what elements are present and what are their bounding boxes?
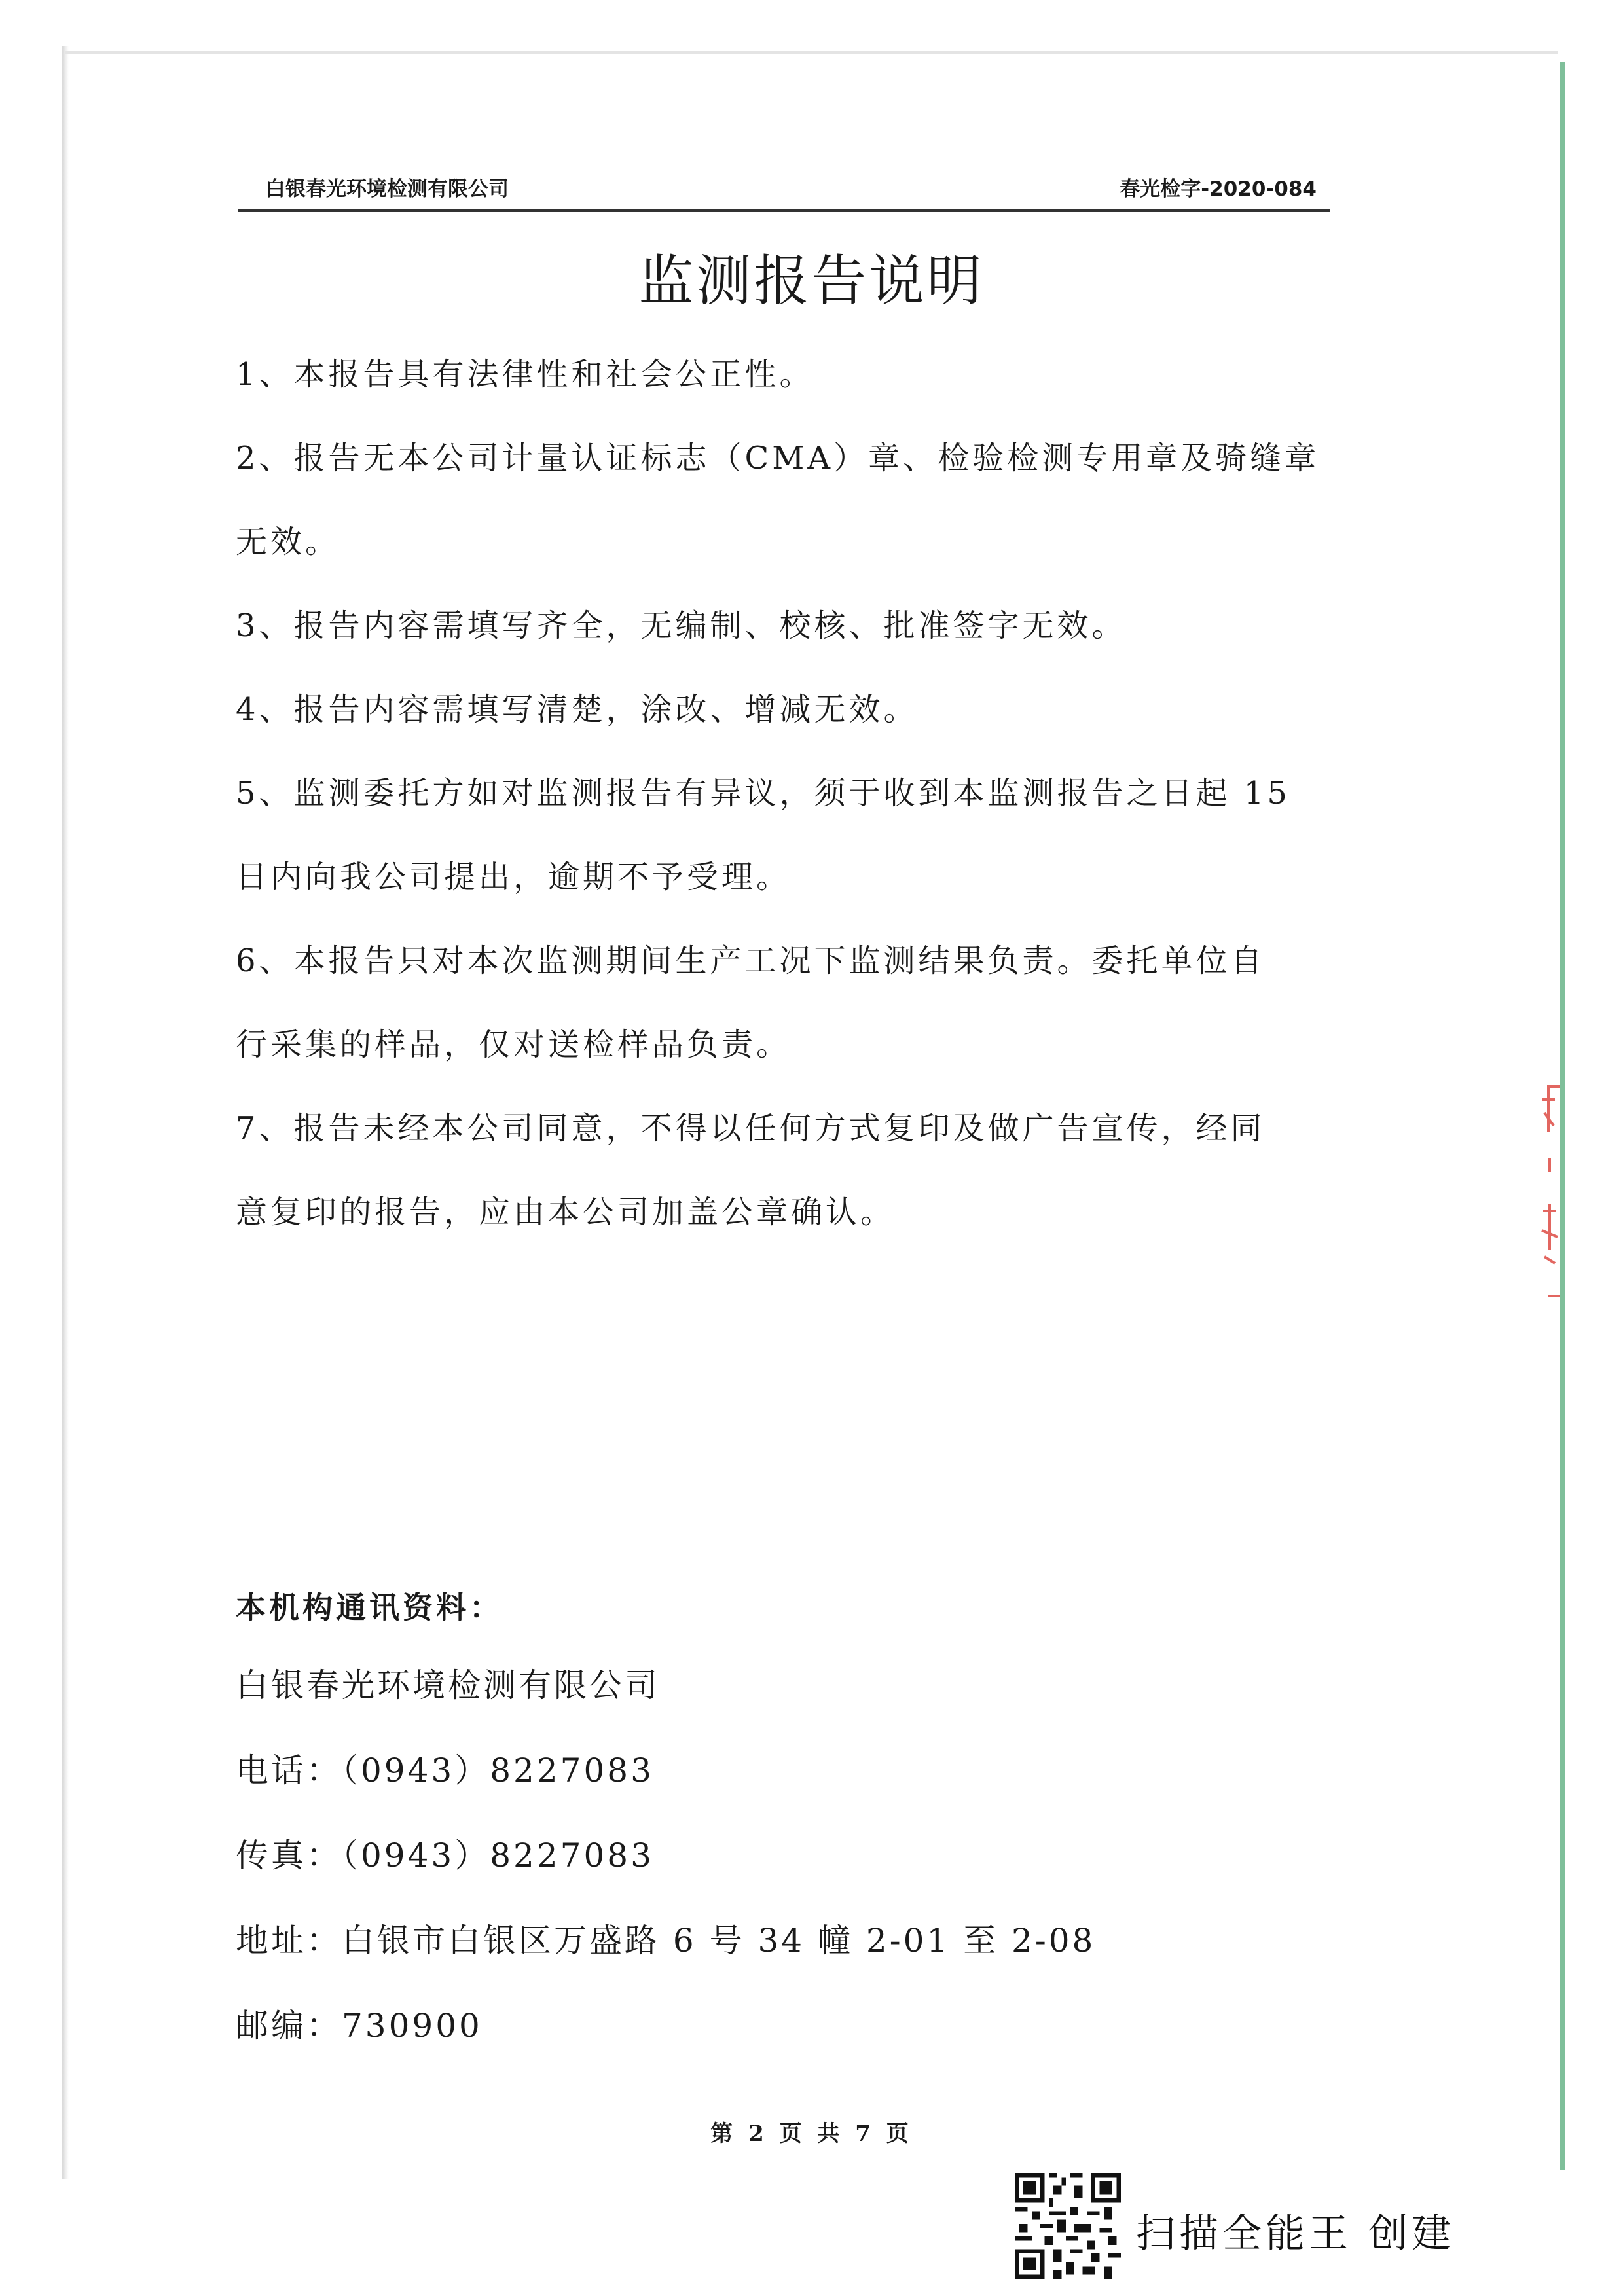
clause-line: 7、报告未经本公司同意，不得以任何方式复印及做广告宣传，经同	[236, 1110, 1266, 1147]
qr-code-icon	[1015, 2173, 1121, 2279]
page-header	[238, 164, 1330, 212]
seam-stamp-icon	[1535, 1073, 1561, 1335]
clause-line: 4、报告内容需填写清楚，涂改、增减无效。	[236, 691, 919, 728]
clause-line: 1、本报告具有法律性和社会公正性。	[236, 356, 814, 393]
header-company: 白银春光环境检测有限公司	[265, 177, 509, 201]
header-doc-number: 春光检字-2020-084	[1120, 177, 1317, 201]
contact-postcode: 邮编：730900	[236, 2007, 483, 2045]
page-top-edge	[65, 51, 1558, 54]
page-footer: 第 2 页 共 7 页	[710, 2121, 913, 2147]
report-clauses	[236, 332, 1342, 1254]
contact-heading: 本机构通讯资料：	[236, 1590, 503, 1625]
clause-line: 无效。	[236, 524, 340, 560]
clause-line: 6、本报告只对本次监测期间生产工况下监测结果负责。委托单位自	[236, 942, 1266, 979]
clause-line: 2、报告无本公司计量认证标志（CMA）章、检验检测专用章及骑缝章	[236, 440, 1320, 476]
contact-fax: 传真：（0943）8227083	[236, 1837, 654, 1874]
page-shadow	[62, 46, 69, 2179]
page-title: 监测报告说明	[638, 249, 985, 313]
clause-line: 日内向我公司提出，逾期不予受理。	[236, 859, 792, 895]
contact-phone: 电话：（0943）8227083	[236, 1751, 654, 1789]
clause-line: 意复印的报告，应由本公司加盖公章确认。	[236, 1194, 896, 1230]
scanner-label: 扫描全能王 创建	[1136, 2211, 1455, 2257]
contact-company: 白银春光环境检测有限公司	[236, 1666, 660, 1704]
clause-line: 5、监测委托方如对监测报告有异议，须于收到本监测报告之日起 15	[236, 775, 1290, 812]
clause-line: 3、报告内容需填写齐全，无编制、校核、批准签字无效。	[236, 607, 1127, 644]
clause-line: 行采集的样品，仅对送检样品负责。	[236, 1026, 792, 1063]
contact-address: 地址：白银市白银区万盛路 6 号 34 幢 2-01 至 2-08	[236, 1922, 1096, 1960]
contact-info	[236, 1643, 1095, 2068]
